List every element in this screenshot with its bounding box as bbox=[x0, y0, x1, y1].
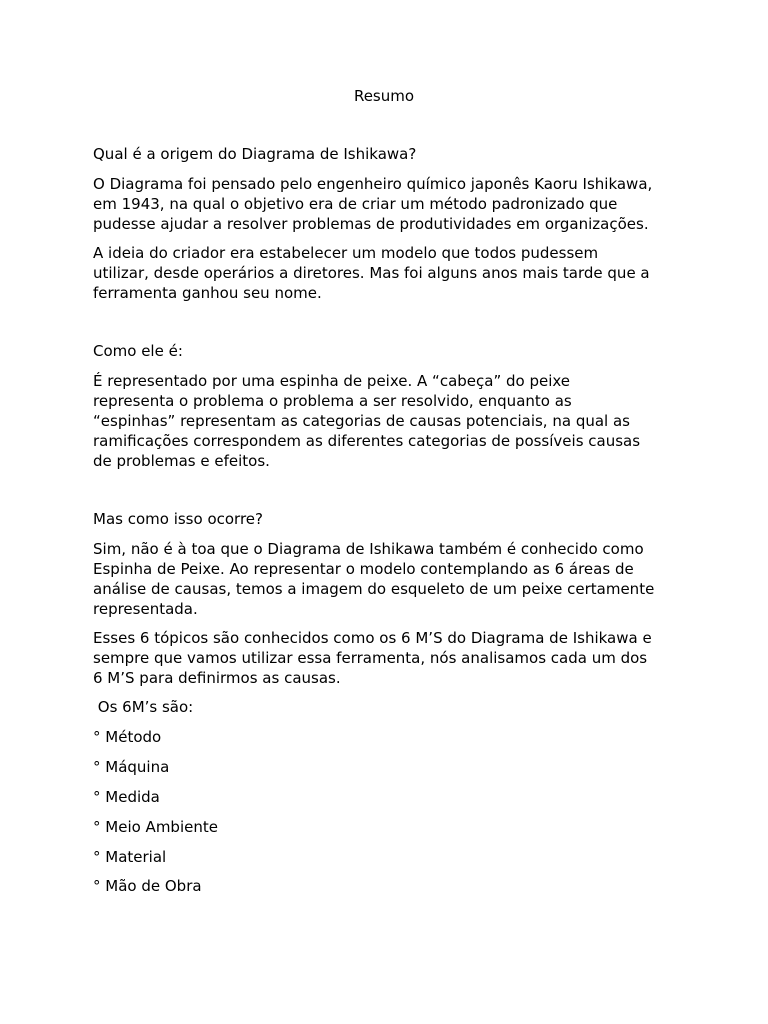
paragraph-line: análise de causas, temos a imagem do esqueleto de um peixe certamente bbox=[93, 580, 655, 598]
document-body bbox=[93, 144, 693, 896]
paragraph-line: em 1943, na qual o objetivo era de criar um método padronizado que bbox=[93, 195, 618, 213]
paragraph-line: Sim, não é à toa que o Diagrama de Ishikawa também é conhecido como bbox=[93, 540, 644, 558]
paragraph bbox=[93, 371, 693, 471]
paragraph-line: “espinhas” representam as categorias de causas potenciais, na qual as bbox=[93, 412, 630, 430]
paragraph-line: Espinha de Peixe. Ao representar o modelo contemplando as 6 áreas de bbox=[93, 560, 634, 578]
list-item: ° Método bbox=[93, 728, 162, 746]
paragraph-line: 6 M’S para definirmos as causas. bbox=[93, 669, 341, 687]
paragraph-line: É representado por uma espinha de peixe. A “cabeça” do peixe bbox=[93, 372, 571, 390]
paragraph-line: representada. bbox=[93, 600, 198, 618]
list-item: ° Meio Ambiente bbox=[93, 818, 218, 836]
paragraph-line: ramificações correspondem as diferentes categorias de possíveis causas bbox=[93, 432, 641, 450]
paragraph-line: Esses 6 tópicos são conhecidos como os 6 M’S do Diagrama de Ishikawa e bbox=[93, 629, 652, 647]
paragraph bbox=[93, 539, 693, 619]
list-item: ° Máquina bbox=[93, 758, 170, 776]
list-item: ° Material bbox=[93, 848, 167, 866]
paragraph-line: pudesse ajudar a resolver problemas de produtividades em organizações. bbox=[93, 215, 649, 233]
paragraph bbox=[93, 628, 693, 688]
paragraph-line: A ideia do criador era estabelecer um modelo que todos pudessem bbox=[93, 244, 599, 262]
paragraph bbox=[93, 243, 693, 303]
paragraph-line: ferramenta ganhou seu nome. bbox=[93, 284, 322, 302]
paragraph-line: de problemas e efeitos. bbox=[93, 452, 270, 470]
paragraph bbox=[93, 174, 693, 234]
document-title: Resumo bbox=[353, 87, 415, 105]
list-item: ° Medida bbox=[93, 788, 160, 806]
paragraph-line: utilizar, desde operários a diretores. Mas foi alguns anos mais tarde que a bbox=[93, 264, 650, 282]
list-intro: Os 6M’s são: bbox=[93, 698, 194, 716]
list-item: ° Mão de Obra bbox=[93, 877, 202, 895]
section-question: Mas como isso ocorre? bbox=[93, 510, 263, 528]
paragraph-line: O Diagrama foi pensado pelo engenheiro químico japonês Kaoru Ishikawa, bbox=[93, 175, 653, 193]
section-question: Qual é a origem do Diagrama de Ishikawa? bbox=[93, 145, 417, 163]
paragraph-line: representa o problema o problema a ser resolvido, enquanto as bbox=[93, 392, 572, 410]
paragraph-line: sempre que vamos utilizar essa ferramenta, nós analisamos cada um dos bbox=[93, 649, 648, 667]
section-question: Como ele é: bbox=[93, 342, 183, 360]
